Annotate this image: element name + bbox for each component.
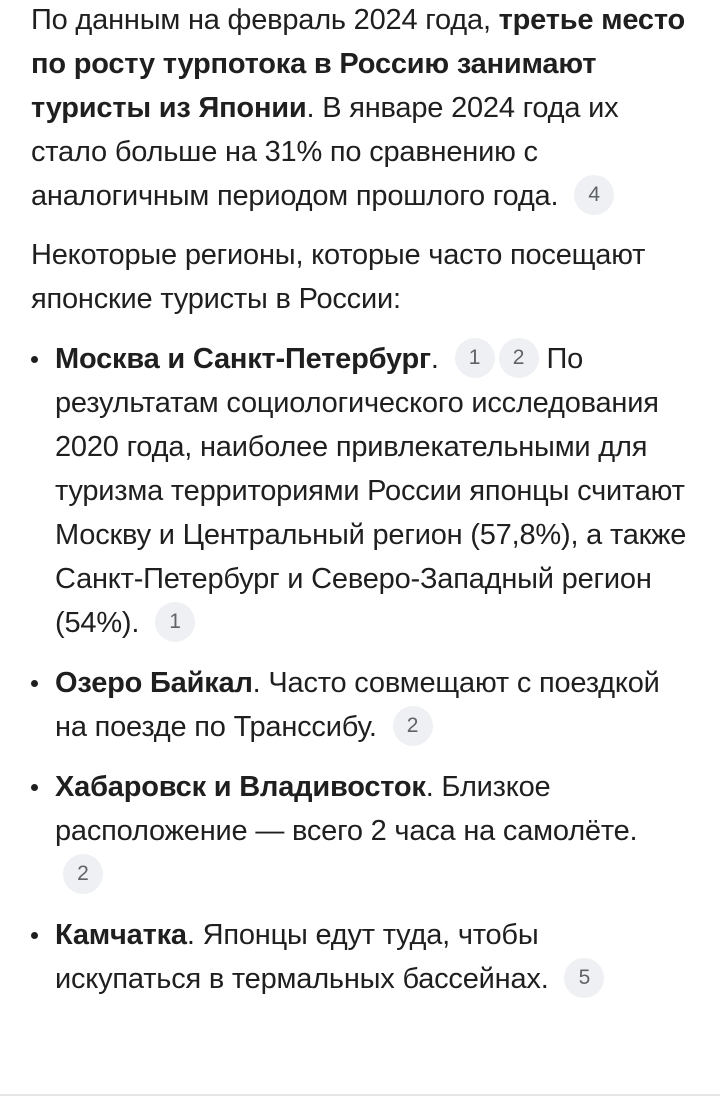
regions-list	[31, 337, 690, 1001]
list-item	[31, 337, 690, 645]
intro-rest: . В январе 2024 года их стало больше на 31% по сравнению с аналогичным периодом прошлого года.	[31, 92, 619, 212]
intro-lead: По данным на февраль 2024 года,	[31, 4, 499, 36]
source-ref-badge[interactable]: 5	[564, 958, 604, 998]
source-ref-badge[interactable]: 4	[574, 175, 614, 215]
source-ref-badge[interactable]: 2	[499, 338, 539, 378]
bullet-icon	[31, 356, 38, 363]
list-item	[31, 661, 690, 749]
bullet-icon	[31, 680, 38, 687]
item-text: . Часто совмещают с поездкой на поезде по Транссибу.	[55, 667, 660, 743]
item-text: . Японцы едут туда, чтобы искупаться в термальных бассейнах.	[55, 919, 549, 995]
source-ref-badge[interactable]: 1	[455, 338, 495, 378]
list-item	[31, 913, 690, 1001]
regions-intro-paragraph: Некоторые регионы, которые часто посещают японские туристы в России:	[31, 239, 646, 315]
item-title: Москва и Санкт-Петербург	[55, 343, 431, 375]
intro-paragraph	[31, 0, 690, 218]
item-title: Хабаровск и Владивосток	[55, 771, 426, 803]
item-text: . Близкое расположение — всего 2 часа на самолёте.	[55, 771, 638, 847]
item-title: Камчатка	[55, 919, 187, 951]
source-ref-badge[interactable]: 1	[155, 602, 195, 642]
bullet-icon	[31, 932, 38, 939]
source-ref-badge[interactable]: 2	[393, 706, 433, 746]
item-title-punct: .	[430, 343, 439, 375]
source-ref-badge[interactable]: 2	[63, 854, 103, 894]
list-item	[31, 765, 690, 897]
bullet-icon	[31, 784, 38, 791]
item-title: Озеро Байкал	[55, 667, 253, 699]
intro-highlight: третье место по росту турпотока в Россию занимают туристы из Японии	[31, 4, 685, 124]
item-text: По результатам социологического исследования 2020 года, наиболее привлекательными для туризма территориями России японцы считают Москву и Центральный регион (57,8%), а также Санкт-Петербург и Северо-Западный регион (54%).	[55, 343, 687, 639]
